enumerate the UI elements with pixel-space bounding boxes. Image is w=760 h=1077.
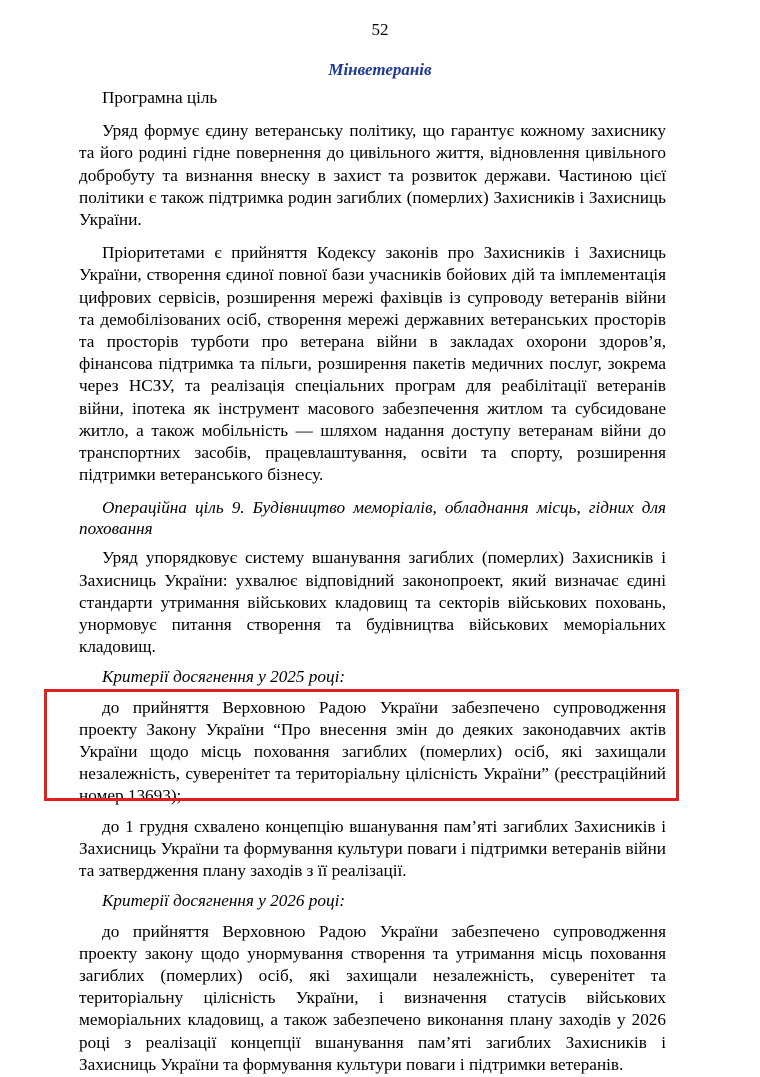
criterion-2025-concept: до 1 грудня схвалено концепцію вшанування пам’яті загиблих Захисників і Захисниць України та формування культури поваги і підтримки ветеранів війни та затвердження плану заходів з її реалізації. — [79, 816, 666, 881]
section-label: Програмна ціль — [102, 88, 218, 107]
criteria-2025-heading: Критерії досягнення у 2025 році: — [102, 667, 346, 687]
criterion-2025-law: до прийняття Верховною Радою України забезпечено супроводження проекту Закону України “Про внесення змін до деяких законодавчих актів України щодо місць поховання загиблих (померлих) осіб, які захищали незалежність, суверенітет та територіальну цілісність України” (реєстраційний номер 13693); — [79, 697, 666, 806]
page-title: Мінветеранів — [328, 60, 432, 79]
operational-goal-heading: Операційна ціль 9. Будівництво меморіалів, обладнання місць, гідних для поховання — [79, 498, 666, 539]
criterion-2026-law: до прийняття Верховною Радою України забезпечено супроводження проекту закону щодо унормування створення та утримання місць поховання загиблих (померлих) осіб, які захищали незалежність, суверенітет та територіальну цілісність України, і визначення статусів військових меморіальних кладовищ, а також забезпечено виконання плану заходів у 2026 році з реалізації концепції вшанування пам’яті загиблих Захисників і Захисниць України та формування культури поваги і підтримки ветеранів. — [79, 921, 666, 1074]
paragraph-priorities: Пріоритетами є прийняття Кодексу законів про Захисників і Захисниць України, створення єдиної повної бази учасників бойових дій та імплементація цифрових сервісів, розширення мережі фахівців із супроводу ветеранів війни та демобілізованих осіб, створення мережі державних ветеранських просторів та просторів турботи про ветерана війни в закладах охорони здоров’я, фінансова підтримка та пільги, розширення пакетів медичних послуг, зокрема через НСЗУ, та реалізація спеціальних програм для реабілітації ветеранів війни, іпотека як інструмент масового забезпечення житлом та субсидоване житло, а також мобільність — шляхом надання доступу ветеранам війни до транспортних засобів, працевлаштування, освіти та спорту, розширення підтримки ветеранського бізнесу. — [79, 243, 666, 485]
criteria-2026-heading: Критерії досягнення у 2026 році: — [102, 891, 346, 911]
paragraph-memorial-system: Уряд упорядковує систему вшанування загиблих (померлих) Захисників і Захисниць України: ухвалює відповідний законопроект, який визначає єдині стандарти утримання військових кладовищ та секторів військових поховань, унормовує питання створення та будівництва військових меморіальних кладовищ. — [79, 548, 666, 657]
document-body — [79, 87, 666, 1076]
highlight-box — [44, 689, 679, 801]
paragraph-policy: Уряд формує єдину ветеранську політику, що гарантує кожному захиснику та його родині гідне повернення до цивільного життя, відновлення цивільного добробуту та визнання внеску в захист та розвиток держави. Частиною цієї політики є також підтримка родин загиблих (померлих) Захисників і Захисниць України. — [79, 121, 666, 230]
page-number: 52 — [371, 20, 389, 39]
